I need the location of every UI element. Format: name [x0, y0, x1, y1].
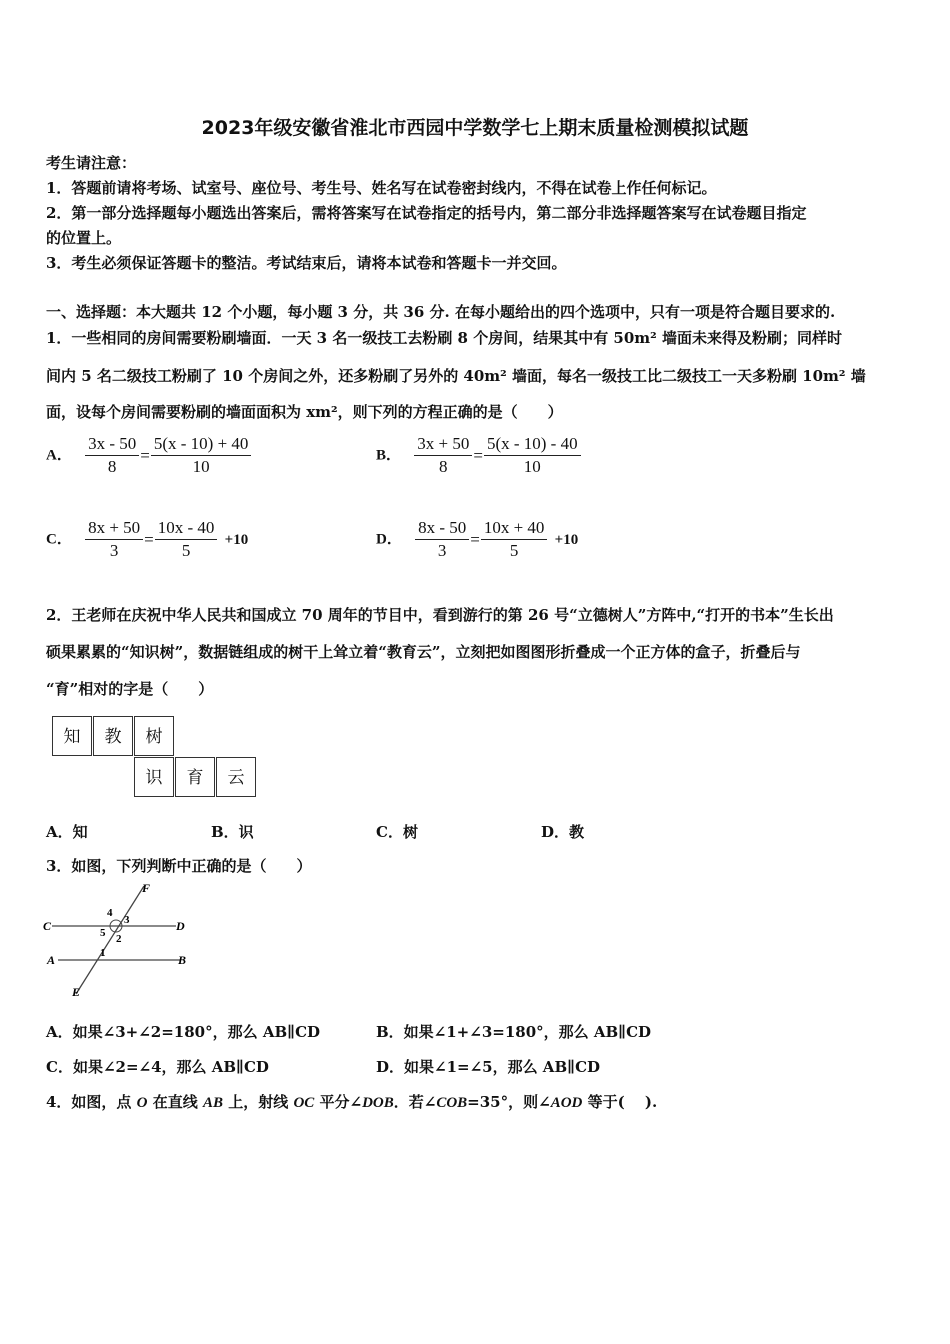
q3-option-b[interactable]: B．如果∠1+∠3=180°，那么 AB∥CD: [376, 1023, 652, 1041]
option-label: C．: [46, 531, 72, 548]
transversal-ef: [76, 886, 144, 994]
q2-option-c[interactable]: C．树: [376, 823, 418, 841]
angle-aod: AOD: [550, 1095, 583, 1111]
text: ．若∠: [393, 1093, 437, 1111]
net-cell: 树: [134, 716, 174, 756]
q2-line: 硕果累累的“知识树”，数据链组成的树干上耸立着“教育云”，立刻把如图图形折叠成一个正方体的盒子，折叠后与: [46, 643, 801, 661]
extra-term: +10: [554, 531, 579, 548]
label-a: A: [47, 953, 56, 967]
q1-option-a[interactable]: [46, 433, 251, 478]
section-heading: 一、选择题：本大题共 12 个小题，每小题 3 分，共 36 分. 在每小题给出的四个选项中，只有一项是符合题目要求的.: [46, 303, 836, 321]
extra-term: +10: [224, 531, 249, 548]
numerator: 8x + 50: [85, 517, 143, 540]
q1-line: 间内 5 名二级技工粉刷了 10 个房间之外，还多粉刷了另外的 40m² 墙面，每名一级技工比二级技工一天多粉刷 10m² 墙: [46, 367, 866, 385]
rhs-fraction: [155, 517, 218, 562]
q4-stem: [46, 1091, 657, 1112]
label-b: B: [178, 953, 187, 967]
notice-item: 3．考生必须保证答题卡的整洁。考试结束后，请将本试卷和答题卡一并交回。: [46, 254, 567, 272]
q2-option-a[interactable]: A．知: [46, 823, 88, 841]
lhs-fraction: [85, 433, 139, 478]
q3-option-d[interactable]: D．如果∠1=∠5，那么 AB∥CD: [376, 1058, 601, 1076]
denominator: 8: [107, 457, 117, 476]
notice-item: 的位置上。: [46, 229, 122, 247]
q2-option-b[interactable]: B．识: [211, 823, 254, 841]
net-cell: 教: [93, 716, 133, 756]
option-label: B．: [376, 447, 402, 464]
angle-5: 5: [100, 927, 106, 939]
cube-net: [52, 716, 258, 798]
numerator: 5(x - 10) - 40: [484, 433, 581, 456]
q2-line: 2．王老师在庆祝中华人民共和国成立 70 周年的节目中，看到游行的第 26 号“立德树人”方阵中,“打开的书本”生长出: [46, 606, 834, 624]
denominator: 5: [181, 541, 191, 560]
equals-sign: =: [140, 445, 150, 465]
equals-sign: =: [144, 529, 154, 549]
numerator: 3x + 50: [414, 433, 472, 456]
numerator: 10x - 40: [155, 517, 218, 540]
net-cell: 育: [175, 757, 215, 797]
text: 等于( ).: [582, 1093, 658, 1111]
label-c: C: [43, 919, 52, 933]
lhs-fraction: [414, 433, 472, 478]
line-ab: AB: [202, 1095, 223, 1111]
equals-sign: =: [470, 529, 480, 549]
text: 上，射线: [222, 1093, 294, 1111]
denominator: 3: [437, 541, 447, 560]
net-cell: 识: [134, 757, 174, 797]
q1-option-b[interactable]: [376, 433, 581, 478]
q1-line: 面，设每个房间需要粉刷的墙面面积为 xm²，则下列的方程正确的是（ ）: [46, 403, 563, 421]
denominator: 8: [439, 457, 448, 476]
label-e: E: [72, 985, 81, 999]
q1-option-d[interactable]: [376, 517, 578, 562]
denominator: 10: [523, 457, 541, 476]
angle-3: 3: [124, 914, 130, 926]
rhs-fraction: [151, 433, 252, 478]
q3-figure: [40, 880, 200, 1002]
equals-sign: =: [473, 445, 483, 465]
numerator: 10x + 40: [481, 517, 548, 540]
angle-4: 4: [107, 907, 113, 919]
q1-line: 1．一些相同的房间需要粉刷墙面．一天 3 名一级技工去粉刷 8 个房间，结果其中有 50m² 墙面未来得及粉刷；同样时: [46, 329, 842, 347]
rhs-fraction: [484, 433, 581, 478]
label-d: D: [176, 919, 185, 933]
denominator: 5: [509, 541, 519, 560]
notice-item: 2．第一部分选择题每小题选出答案后，需将答案写在试卷指定的括号内，第二部分非选择题答案写在试卷题目指定: [46, 204, 807, 222]
net-cell: 云: [216, 757, 256, 797]
notice-item: 1．答题前请将考场、试室号、座位号、考生号、姓名写在试卷密封线内，不得在试卷上作任何标记。: [46, 179, 717, 197]
angle-dob: DOB: [362, 1095, 394, 1111]
q1-option-c[interactable]: [46, 517, 248, 562]
lhs-fraction: [85, 517, 143, 562]
angle-1: 1: [100, 947, 106, 959]
text: =35°，则∠: [467, 1093, 551, 1111]
angle-2: 2: [116, 933, 122, 945]
net-cell: 知: [52, 716, 92, 756]
angle-cob: COB: [436, 1095, 468, 1111]
denominator: 10: [192, 457, 210, 476]
point-o: O: [136, 1095, 148, 1111]
numerator: 8x - 50: [415, 517, 469, 540]
denominator: 3: [109, 541, 119, 560]
text: 平分∠: [314, 1093, 363, 1111]
option-label: A．: [46, 447, 72, 464]
page-title: 2023年级安徽省淮北市西园中学数学七上期末质量检测模拟试题: [201, 117, 749, 139]
text: 在直线: [147, 1093, 203, 1111]
text: 4．如图，点: [46, 1093, 137, 1111]
q3-option-c[interactable]: C．如果∠2=∠4，那么 AB∥CD: [46, 1058, 269, 1076]
notice-heading: 考生请注意：: [46, 154, 137, 172]
label-f: F: [142, 881, 151, 895]
ray-oc: OC: [293, 1095, 315, 1111]
q3-option-a[interactable]: A．如果∠3+∠2=180°，那么 AB∥CD: [46, 1023, 321, 1041]
q2-option-d[interactable]: D．教: [541, 823, 585, 841]
q2-line: “育”相对的字是（ ）: [46, 680, 214, 698]
q3-stem: 3．如图，下列判断中正确的是（ ）: [46, 857, 312, 875]
numerator: 5(x - 10) + 40: [151, 433, 252, 456]
rhs-fraction: [481, 517, 548, 562]
option-label: D．: [376, 531, 402, 548]
numerator: 3x - 50: [85, 433, 139, 456]
lhs-fraction: [415, 517, 469, 562]
